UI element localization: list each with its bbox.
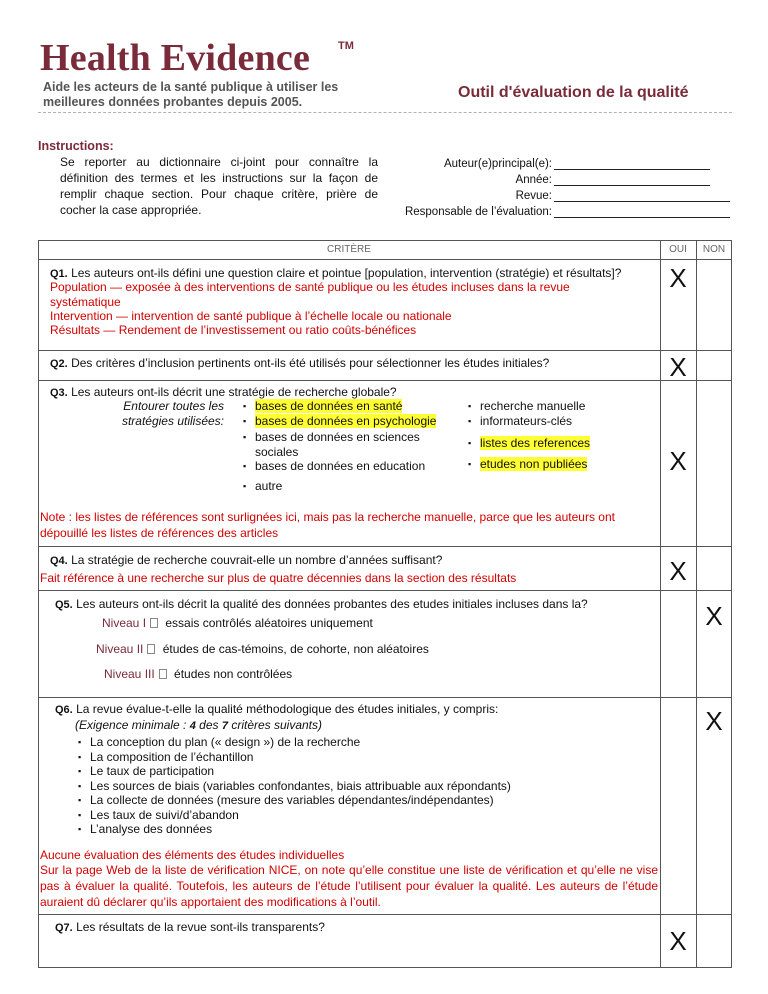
year-field[interactable] (516, 170, 730, 186)
criterion-item: ▪ Les taux de suivi/d’abandon (78, 808, 638, 823)
q2-number: Q2. (50, 358, 68, 370)
author-field-label: Auteur(e)principal(e): (443, 158, 552, 170)
q7-question (55, 920, 655, 936)
oui-header: OUI (669, 244, 687, 255)
q1-note-results: Résultats — Rendement de l’investissement ou ratio coûts-bénéfices (50, 323, 417, 337)
checkbox[interactable] (150, 618, 158, 628)
q7-text: Les résultats de la revue sont-ils transparents? (76, 920, 325, 934)
q6-note-2: Sur la page Web de la liste de vérification NICE, on note qu’elle constitue une liste de vérification et qu’elle ne vise pas à évaluer la qualité. Toutefois, les auteurs de l’étude l’utilisent pour évaluer la qualité. Les auteurs de l’étude auraient dû déclarer qu’ils apportaient des modifications à l’outil. (40, 863, 658, 909)
q4-text: La stratégie de recherche couvrait-elle un nombre d’années suffisant? (71, 553, 443, 567)
strategy-item[interactable]: ▪ bases de données en education (243, 459, 453, 474)
strategy-item[interactable]: ▪ bases de données en santé (243, 399, 453, 414)
q5-question (55, 597, 655, 613)
instructions-heading: Instructions: (38, 139, 114, 153)
evaluator-field-label: Responsable de l’évaluation: (404, 206, 552, 218)
q5-number: Q5. (55, 599, 73, 611)
checkbox[interactable] (147, 644, 155, 654)
q7-number: Q7. (55, 922, 73, 934)
q6-text: La revue évalue-t-elle la qualité méthodologique des études initiales, y compris: (76, 702, 499, 716)
criteria-header: CRITÈRE (327, 244, 371, 255)
q3-strategies-col1 (243, 399, 453, 493)
strategy-item[interactable]: ▪ etudes non publiées (468, 457, 648, 472)
strategy-item[interactable]: ▪ bases de données en sciences sociales (243, 430, 453, 459)
q5-non-mark[interactable]: X (705, 601, 723, 631)
q3-note: Note : les listes de références sont surlignées ici, mais pas la recherche manuelle, parce que les auteurs ont dépouillé les listes de références des articles (40, 510, 615, 540)
criterion-item: ▪ La conception du plan (« design ») de la recherche (78, 735, 638, 750)
q4-number: Q4. (50, 555, 68, 567)
q4-oui-mark[interactable]: X (669, 556, 687, 586)
q3-number: Q3. (50, 387, 68, 399)
checkbox[interactable] (159, 669, 167, 679)
q6-note-1: Aucune évaluation des éléments des études individuelles (40, 848, 345, 862)
trademark: TM (338, 40, 354, 52)
row-divider (38, 914, 732, 915)
criterion-item: ▪ Les sources de biais (variables confondantes, biais attribuable aux répondants) (78, 779, 638, 794)
q3-text: Les auteurs ont-ils décrit une stratégie de recherche globale? (71, 385, 397, 399)
journal-field[interactable] (516, 186, 730, 202)
evaluator-line[interactable] (554, 206, 730, 218)
q3-instruction: Entourer toutes les stratégies utilisées: (121, 399, 224, 428)
q6-non-mark[interactable]: X (705, 706, 723, 736)
criterion-item: ▪ L’analyse des données (78, 822, 638, 837)
evaluator-field[interactable] (405, 202, 730, 218)
row-divider (38, 380, 732, 381)
q1-oui-mark[interactable]: X (669, 263, 687, 293)
year-field-label: Année: (515, 174, 552, 186)
q2-text: Des critères d’inclusion pertinents ont-ils été utilisés pour sélectionner les études initiales? (71, 356, 550, 370)
q1-number: Q1. (50, 268, 68, 280)
strategy-item[interactable]: ▪ autre (243, 479, 453, 494)
q5-level-2[interactable]: Niveau II études de cas-témoins, de cohorte, non aléatoires (96, 642, 429, 656)
author-field[interactable] (444, 154, 730, 170)
author-line[interactable] (554, 158, 710, 170)
q4-question (50, 553, 655, 569)
non-header: NON (702, 244, 726, 255)
criterion-item: ▪ La collecte de données (mesure des variables dépendantes/indépendantes) (78, 793, 638, 808)
strategy-item[interactable]: ▪ informateurs-clés (468, 414, 648, 429)
criterion-item: ▪ Le taux de participation (78, 764, 638, 779)
q3-strategies-col2 (468, 399, 648, 471)
q1-note-intervention: Intervention — intervention de santé publique à l’échelle locale ou nationale (50, 309, 452, 323)
row-divider (38, 259, 732, 260)
strategy-item[interactable]: ▪ recherche manuelle (468, 399, 648, 414)
q4-note: Fait référence à une recherche sur plus de quatre décennies dans la section des résultats (40, 571, 517, 585)
q6-requirement: (Exigence minimale : 4 des 7 critères suivants) (75, 718, 323, 732)
q6-number: Q6. (55, 704, 73, 716)
row-divider (38, 697, 732, 698)
q7-oui-mark[interactable]: X (669, 926, 687, 956)
q5-level-1[interactable]: Niveau I essais contrôlés aléatoires uniquement (102, 616, 373, 630)
q5-text: Les auteurs ont-ils décrit la qualité des données probantes des etudes initiales incluses dans la? (76, 597, 588, 611)
q5-level-3[interactable]: Niveau III études non contrôlées (104, 667, 293, 681)
q1-text: Les auteurs ont-ils défini une question claire et pointue [population, intervention (stratégie) et résultats]? (71, 266, 622, 280)
strategy-item[interactable]: ▪ bases de données en psychologie (243, 414, 453, 429)
row-divider (38, 350, 732, 351)
criterion-item: ▪ La composition de l’échantillon (78, 750, 638, 765)
q2-oui-mark[interactable]: X (669, 352, 687, 382)
brand-tagline: Aide les acteurs de la santé publique à utiliser les meilleures données probantes depuis 2005. (43, 80, 339, 109)
brand-logo: Health Evidence (40, 37, 311, 79)
instructions-body: Se reporter au dictionnaire ci-joint pour connaître la définition des termes et les instructions sur la façon de remplir chaque section. Pour chaque critère, prière de cocher la case appropriée. (60, 155, 378, 217)
q3-oui-mark[interactable]: X (669, 446, 687, 476)
q1-note-population: Population — exposée à des interventions de santé publique ou les études incluses dans la revue systématique (50, 280, 570, 309)
document-title: Outil d'évaluation de la qualité (458, 84, 689, 101)
journal-line[interactable] (554, 190, 730, 202)
q2-question (50, 356, 655, 372)
row-divider (38, 546, 732, 547)
row-divider (38, 590, 732, 591)
q6-criteria-list (78, 735, 638, 837)
year-line[interactable] (554, 174, 710, 186)
q6-question (55, 702, 655, 718)
header-divider (38, 112, 732, 113)
strategy-item[interactable]: ▪ listes des references (468, 436, 648, 451)
journal-field-label: Revue: (515, 190, 552, 202)
